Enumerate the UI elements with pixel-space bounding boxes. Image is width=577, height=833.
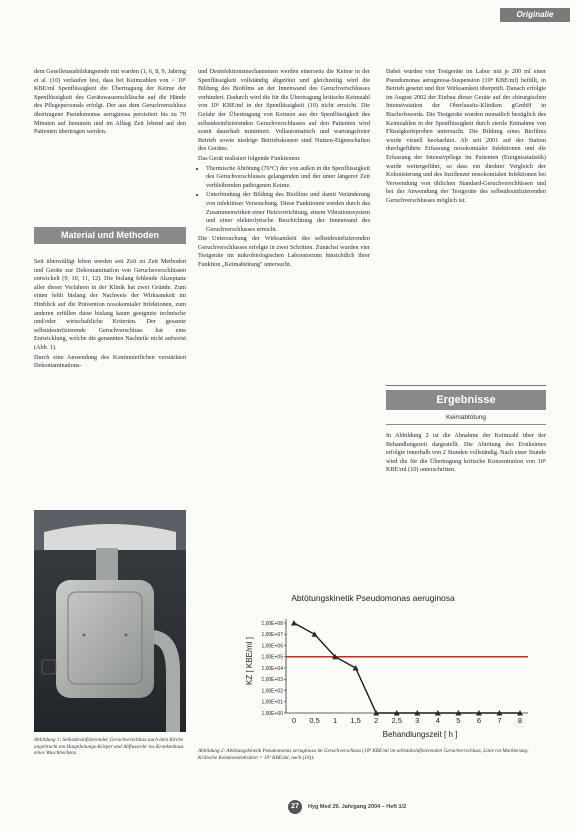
x-tick-label: 1 [333,716,338,725]
y-tick-label: 1,00E+02 [261,688,283,695]
chart-title: Abtötungskinetik Pseudomonas aeruginosa [291,593,455,603]
function-list [198,165,370,235]
x-tick-label: 0 [291,716,297,725]
y-tick-label: 1,00E+03 [261,677,283,684]
x-tick-label: 6 [476,716,481,725]
section-heading-material: Material und Methoden [34,227,186,244]
col3-paragraph-1: Dabei wurden vier Testgeräte im Labor mit je 200 ml einer Pseudomonas aeruginosa-Suspension (10⁸ KBE/ml) befüllt, in Betrieb gesetzt und ihre Wirksamkeit überprüft. Danach erfolgte im August 2002 der Einbau dieser Geräte auf der chirurgischen Intensivstation der Oberlausitz-Kliniken gGmbH in Bischofswerda. Die Testgeräte wurden monatlich bezüglich des Keimzahlen in der Spenflüssigkeit durch sterile Entnahme von Flüssigkeitsproben untersucht. Die Bildung eines Biofilms wurde visuell beobachtet. Ab seit 2001 auf der Station durchgeführte Erfassung nosokomialer Infektionen und die Erfassung der Intensivpflege im Patienten (Ereignisstatistik) wurde weitergeführt, so dass ein direkter Vergleich der Kolonisierung und des Inzidenzer nosokomialen Infektionen bei Verwendung von üblichen Standard-Geruchverschlüssen und bei der Anwendung der Testgeräte des selbstdesinfizierenden Geruchverschlusses möglich ist. [386,68,546,204]
series-line [294,623,520,713]
x-tick-label: 3 [415,716,420,725]
page-number: 27 [288,800,302,814]
col1-paragraph-3: Durch eine Anwendung des Kontinuierlichen verstärkten Dekontaminations- [34,353,186,370]
y-axis-label: KZ [ KBE/ml ] [245,636,254,686]
list-item: • Unterbindung der Bildung des Biofilms und damit Veränderung von infektiöser Verseuchung. Diese Funktionen werden durch das Zusammenwirken einer Heizvorrichtung, einem Vibrationssystem und einer elektrolytische Beschichtung der Innenwand des Geruchverschlusses erreicht. [206,191,370,234]
kinetics-chart [198,585,548,743]
figure-2-caption: Abbildung 2: Abtötungskinetik Pseudomonas aeruginosa im Geruchverschluss (10⁸ KBE/ml im selbstdesinfizierenden Geruchverschluss, Linie rot Markierung: Kritische Keimkonzentration = 10⁵ KBE/ml, nach (10)). [198,748,529,761]
figure-1-caption: Abbildung 1: Selbstdesinfizierender Geruchverschluss nach dem Kirche angebracht am Hauptleitungs-Körper und Abflussrohr ins Krankenhaus eines Waschbeckens. [34,737,184,757]
y-tick-label: 1,00E+01 [261,699,283,706]
x-tick-label: 4 [435,716,440,725]
col2-paragraph-3: Die Untersuchung der Wirksamkeit des selbstdesinfizierenden Geruchverschlusses erfolgte in zwei Schritten. Zunächst wurden vier Testgeräte im mikrobiologischen Laboratorium hinsichtlich ihrer Funktion „Keimabtötung" untersucht. [198,235,370,269]
x-tick-label: 5 [456,716,461,725]
product-photo [34,510,186,732]
chart-svg [198,585,548,743]
text-column-3 [386,68,546,207]
y-tick-label: 1,00E+05 [261,654,283,661]
text-column-2 [198,68,370,271]
x-tick-label: 8 [517,716,523,725]
col2-paragraph-2: Das Gerät realisiert folgende Funktionen: [198,154,301,162]
col1-paragraph-1: dem Gesellenausbildungsende mit warden (1, 6, 8, 9, Jahring et al. (10) verlaufen fest, dass bei Keimzahlen von > 10⁶ KBE/ml Spenflüssigkeit die Übertragung der Keime der Spenflüssigkeit des Gerätswasserschläuche auf die Hände des Pflegepersonals erfolgt. Der aus dem Geruchverschluss übertragene Pseudomonas aeruginosa persistiert bis zu 70 Minuten auf benutzen und im Alltag Zeit lebend auf den Patienten übertragen werden. [34,68,186,136]
data-point [353,665,359,671]
x-tick-label: 1,5 [350,716,361,725]
col3-paragraph-2: In Abbildung 2 ist die Abnahme der Keimzahl über der Behandlungszeit dargestellt. Die Abtötung des Erstkeimes erfolgte innerhalb von 2 Stunden vollständig. Nach einer Stunde wird die für die Übertragung kritische Konzentration von 10⁵ KBE/ml (10) unterschritten. [386,432,546,474]
section-tab: Originalie [500,8,570,22]
text-column-1-cont [34,258,186,372]
data-point [312,631,318,637]
data-point [291,620,297,626]
text-column-1 [34,68,186,138]
x-tick-label: 7 [497,716,502,725]
col1-paragraph-2: Seit überwältigt leben werden seit Zeit zu Zeit Methoden und Geräte zur Dekontamination von Geruchsverschlüssen entwickelt (9, 10, 11, 12). Die bislang fehlende Akzeptanz aller dieser Verfahren in der Klinik hat zwei Gründe. Zum einen fehlt bislang der Nachweis der Wirksamkeit im Hinblick auf die Prävention nosokomialer Infektionen, zum anderen erfüllen diese bislang kaum geeignete technische und/oder wirtschaftliche Kriterien. Der gesamte selbstdesinfizierende Geruchverschluss hat eine Entwicklung, welche die genannten Nachteile nicht aufweist (Abb. 1). [34,258,186,351]
list-item: • Thermische Abtötung (76°C) der von außen in die Spenflüssigkeit des Geruchverschlusses gelangenden und der unter längerer Zeit verbleibenden pathogenen Keime. [206,165,370,191]
col2-paragraph-1: und Desinfektionsmechanismen werden einerseits die Keime in der Spenflüssigkeit vollständig abgetötet und gleichzeitig wird die Bildung des Biofilms an der Innenwand des Geruchverschlusses verhindert. Dadurch wird die für die Übertragung kritische Keimzahl von 10⁵ KBE/ml in der Spenflüssigkeit (10) nicht erreicht. Die Gefahr der Übertragung von Keimen aus der Spenflüssigkeit des selbstdesinfizierenden Geruchverschlusses auf den Patienten wird somit dauerhaft minimiert. Vollautomatisch und wartungsfreier Betrieb sowie niedrige Betriebskosten sind Nutzen-Eigenschaften des Gerätes. [198,68,370,153]
y-tick-label: 1,00E+07 [261,632,283,639]
x-axis-label: Behandlungszeit [ h ] [382,730,458,739]
y-tick-label: 1,00E+04 [261,665,283,672]
y-tick-label: 1,00E+08 [261,620,283,627]
subheading-keimabtoetung: Keimabtötung [386,413,546,425]
journal-footer: Hyg Med 29. Jahrgang 2004 – Heft 1/2 [308,804,407,810]
y-tick-label: 1,00E+00 [261,710,283,717]
x-tick-label: 0,5 [309,716,320,725]
y-tick-label: 1,00E+06 [261,643,283,650]
x-tick-label: 2 [374,716,379,725]
x-tick-label: 2,5 [391,716,402,725]
photo-sink-trap [34,510,186,732]
text-column-3-cont [386,432,546,476]
section-rule [386,385,546,386]
section-heading-ergebnisse: Ergebnisse [386,390,546,410]
